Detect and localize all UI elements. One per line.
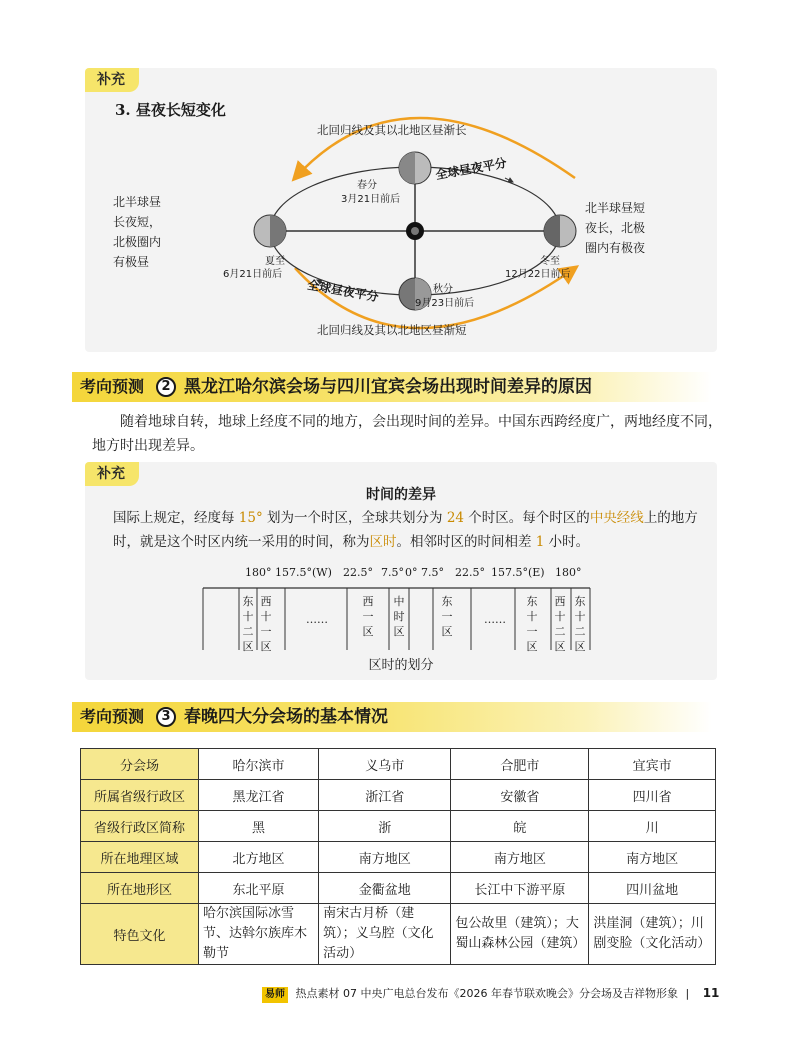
zone-east-11: 东 十 一 区 xyxy=(526,595,538,653)
table-row xyxy=(81,842,716,873)
bottom-caption: 北回归线及其以北地区昼渐短 xyxy=(317,323,467,337)
section-title: 春晚四大分会场的基本情况 xyxy=(184,707,388,727)
right-note: 北半球昼短 夜长，北极 圈内有极夜 xyxy=(585,201,646,255)
table-cell: 四川省 xyxy=(589,780,716,811)
earth-summer-icon xyxy=(254,215,286,247)
winter-date: 12月22日前后 xyxy=(505,269,571,280)
table-row xyxy=(81,780,716,811)
zone-east-12: 东 十 二 区 xyxy=(242,595,254,653)
table-cell: 安徽省 xyxy=(451,780,589,811)
page-footer: 易师 热点素材 07 中央广电总台发布《2026 年春节联欢晚会》分会场及吉祥物形象 | 11 xyxy=(262,985,719,1001)
table-cell: 四川盆地 xyxy=(589,873,716,904)
left-note: 北半球昼 长夜短， 北极圈内 有极昼 xyxy=(113,195,162,269)
supplement-tag: 补充 xyxy=(85,68,139,92)
zone-west-1: 西 一 区 xyxy=(362,595,374,638)
bottom-arc-label: 全球昼夜平分 xyxy=(306,277,380,305)
timezone-caption: 区时的划分 xyxy=(368,658,434,673)
table-cell: 黑龙江省 xyxy=(199,780,319,811)
section-header-3 xyxy=(72,702,712,732)
table-row xyxy=(81,873,716,904)
table-cell: 洪崖洞（建筑）；川剧变脸（文化活动） xyxy=(589,904,716,965)
table-cell: 川 xyxy=(589,811,716,842)
table-cell: 长江中下游平原 xyxy=(451,873,589,904)
row-header: 所在地形区 xyxy=(81,873,199,904)
earth-winter-icon xyxy=(544,215,576,247)
supplement-box-daylength xyxy=(85,68,717,352)
autumn-date: 9月23日前后 xyxy=(415,298,475,309)
winter-name: 冬至 xyxy=(540,256,560,267)
summer-name: 夏至 xyxy=(265,256,285,267)
supplement-title: 3. 昼夜长短变化 xyxy=(115,101,226,119)
top-arc-label: 全球昼夜平分 xyxy=(434,155,508,183)
row-header: 分会场 xyxy=(81,749,199,780)
table-row xyxy=(81,811,716,842)
footer-text: 热点素材 07 中央广电总台发布《2026 年春节联欢晚会》分会场及吉祥物形象 xyxy=(295,987,678,1000)
table-cell: 宜宾市 xyxy=(589,749,716,780)
table-cell: 浙江省 xyxy=(319,780,451,811)
row-header: 所在地理区域 xyxy=(81,842,199,873)
section-badge: 考向预测 xyxy=(80,707,145,726)
timezone-paragraph: 国际上规定，经度每 15° 划为一个时区，全球共划分为 24 个时区。每个时区的中央经线上的地方时，就是这个时区内统一采用的时间，称为区时。相邻时区的时间相差 1 小时。 xyxy=(113,510,698,550)
table-row xyxy=(81,904,716,965)
row-header: 特色文化 xyxy=(81,904,199,965)
table-cell: 浙 xyxy=(319,811,451,842)
table-cell: 义乌市 xyxy=(319,749,451,780)
venue-table xyxy=(80,748,716,965)
table-cell: 南宋古月桥（建筑）；义乌腔（文化活动） xyxy=(319,904,451,965)
section-badge: 考向预测 xyxy=(80,377,145,396)
table-cell: 东北平原 xyxy=(199,873,319,904)
zone-west-12: 西 十 二 区 xyxy=(554,595,566,653)
zone-east-12-right: 东 十 二 区 xyxy=(574,595,586,653)
zone-east-1: 东 一 区 xyxy=(441,595,453,638)
table-cell: 哈尔滨国际冰雪节、达斡尔族库木勒节 xyxy=(199,904,319,965)
table-cell: 北方地区 xyxy=(199,842,319,873)
table-cell: 皖 xyxy=(451,811,589,842)
supplement-tag: 补充 xyxy=(85,462,139,486)
table-cell: 南方地区 xyxy=(451,842,589,873)
zone-ellipsis-left: …… xyxy=(306,613,328,626)
row-header: 省级行政区简称 xyxy=(81,811,199,842)
autumn-name: 秋分 xyxy=(433,284,453,295)
spring-name: 春分 xyxy=(357,180,377,191)
table-row xyxy=(81,749,716,780)
section-number: 3 xyxy=(156,707,176,727)
timezone-title: 时间的差异 xyxy=(366,487,436,503)
section-number: 2 xyxy=(156,377,176,397)
section2-paragraph: 随着地球自转，地球上经度不同的地方，会出现时间的差异。中国东西跨经度广，两地经度不同，地方时出现差异。 xyxy=(92,414,722,454)
table-cell: 合肥市 xyxy=(451,749,589,780)
section-header-2 xyxy=(72,372,712,402)
zone-west-11: 西 十 一 区 xyxy=(260,595,272,653)
section-title: 黑龙江哈尔滨会场与四川宜宾会场出现时间差异的原因 xyxy=(184,377,592,397)
row-header: 所属省级行政区 xyxy=(81,780,199,811)
footer-logo: 易师 xyxy=(262,987,288,1003)
earth-spring-icon xyxy=(399,152,431,184)
page-number: 11 xyxy=(702,986,720,1000)
spring-date: 3月21日前后 xyxy=(341,194,401,205)
table-cell: 南方地区 xyxy=(589,842,716,873)
zone-central: 中 时 区 xyxy=(393,595,405,638)
table-cell: 金衢盆地 xyxy=(319,873,451,904)
summer-date: 6月21日前后 xyxy=(223,269,283,280)
table-cell: 黑 xyxy=(199,811,319,842)
supplement-box-timezones: 补充 时间的差异 国际上规定，经度每 15° 划为一个时区，全球共划分为 24 个时区。每个时区的中央经线上的地方时，就是这个时区内统一采用的时间，称为区时。相邻时区的时间相差 1 小时。 180° 157.5°(W) 22.5° 7.5° 0° 7.5° 22.5° 157.5°(E) 180° 东 十 二 区 西 十 一 区 …… 西 一 区 中 时 区 东 一 区 …… 东 十 一 区 西 十 二 区 东 十 二 区 区时的划分 xyxy=(85,462,717,680)
zone-ellipsis-right: …… xyxy=(484,613,506,626)
table-cell: 南方地区 xyxy=(319,842,451,873)
table-cell: 哈尔滨市 xyxy=(199,749,319,780)
table-cell: 包公故里（建筑）；大蜀山森林公园（建筑） xyxy=(451,904,589,965)
top-caption: 北回归线及其以北地区昼渐长 xyxy=(317,123,467,137)
